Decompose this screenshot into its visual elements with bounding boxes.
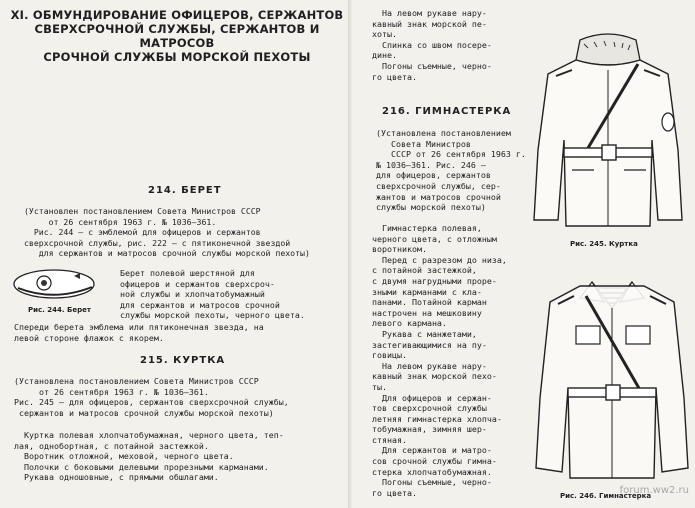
section-214-body-2: Спереди берета эмблема или пятиконечная звезда, на левой стороне флажок с якорем. <box>14 322 264 343</box>
beret-illustration <box>10 262 102 306</box>
section-215-body: Куртка полевая хлопчатобумажная, черного цвета, теп- лая, однобортная, с потайной застежкой. Воротник отложной, меховой, черного цвета. Полочки с боковыми делевыми прорезными карманами. Рукава одношовные, с прямыми обшлагами. <box>14 430 284 483</box>
figure-245-caption: Рис. 245. Куртка <box>570 240 638 248</box>
section-216-decree: (Установлена постановлением Совета Министров СССР от 26 сентября 1963 г. № 1036—361. Рис. 246 — для офицеров, сержантов сверхсрочной службы, сер- жантов и матросов срочной службы морской пехоты) <box>376 128 526 213</box>
jacket-illustration <box>528 30 688 230</box>
section-214-body: Берет полевой шерстяной для офицеров и сержантов сверхсроч- ной службы и хлопчатобумажный для сержантов и матросов срочной службы морской пехоты, черного цвета. <box>120 268 305 321</box>
chapter-title-line-1: XI. ОБМУНДИРОВАНИЕ ОФИЦЕРОВ, СЕРЖАНТОВ <box>10 8 344 22</box>
section-215-decree: (Установлена постановлением Совета Министров СССР от 26 сентября 1963 г. № 1036—361. Рис. 245 — для офицеров, сержантов сверхсрочной службы, сержантов и матросов срочной службы морской пехоты) <box>14 376 289 418</box>
tunic-illustration <box>532 268 692 488</box>
chapter-title <box>8 8 346 64</box>
section-215-heading: 215. КУРТКА <box>140 355 226 366</box>
figure-244-caption: Рис. 244. Берет <box>28 306 91 314</box>
chapter-title-line-3: СРОЧНОЙ СЛУЖБЫ МОРСКОЙ ПЕХОТЫ <box>43 50 311 64</box>
section-214-decree: (Установлен постановлением Совета Министров СССР от 26 сентября 1963 г. № 1036—361. Рис. 244 — с эмблемой для офицеров и сержантов сверхсрочной службы, рис. 222 — с пятиконечной звездой для сержантов и матросов срочной службы морской пехоты) <box>24 206 310 259</box>
chapter-title-line-2: СВЕРХСРОЧНОЙ СЛУЖБЫ, СЕРЖАНТОВ И МАТРОСОВ <box>34 22 320 50</box>
section-216-heading: 216. ГИМНАСТЕРКА <box>382 106 512 117</box>
section-216-body: Гимнастерка полевая, черного цвета, с отложным воротником. Перед с разрезом до низа, с потайной застежкой, с двумя нагрудными проре- зными карманами с кла- панами. Потайной карман настрочен на мешковину левого кармана. Рукава с манжетами, застегивающимися на пу- говицы. На левом рукаве нару- кавный знак морской пехо- ты. Для офицеров и сержан- тов сверхсрочной службы летняя гимнастерка хлопча- тобумажная, зимняя шер- стяная. Для сержантов и матро- сов срочной службы гимна- стерка хлопчатобумажная. Погоны съемные, черно- го цвета. <box>372 223 507 498</box>
right-page <box>352 0 695 508</box>
watermark: forum.ww2.ru <box>619 485 689 496</box>
figure-246-caption: Рис. 246. Гимнастерка <box>560 492 652 500</box>
section-214-heading: 214. БЕРЕТ <box>148 185 222 196</box>
jacket-intro-text: На левом рукаве нару- кавный знак морской пе- хоты. Спинка со швом посере- дине. Погоны съемные, черно- го цвета. <box>372 8 492 82</box>
